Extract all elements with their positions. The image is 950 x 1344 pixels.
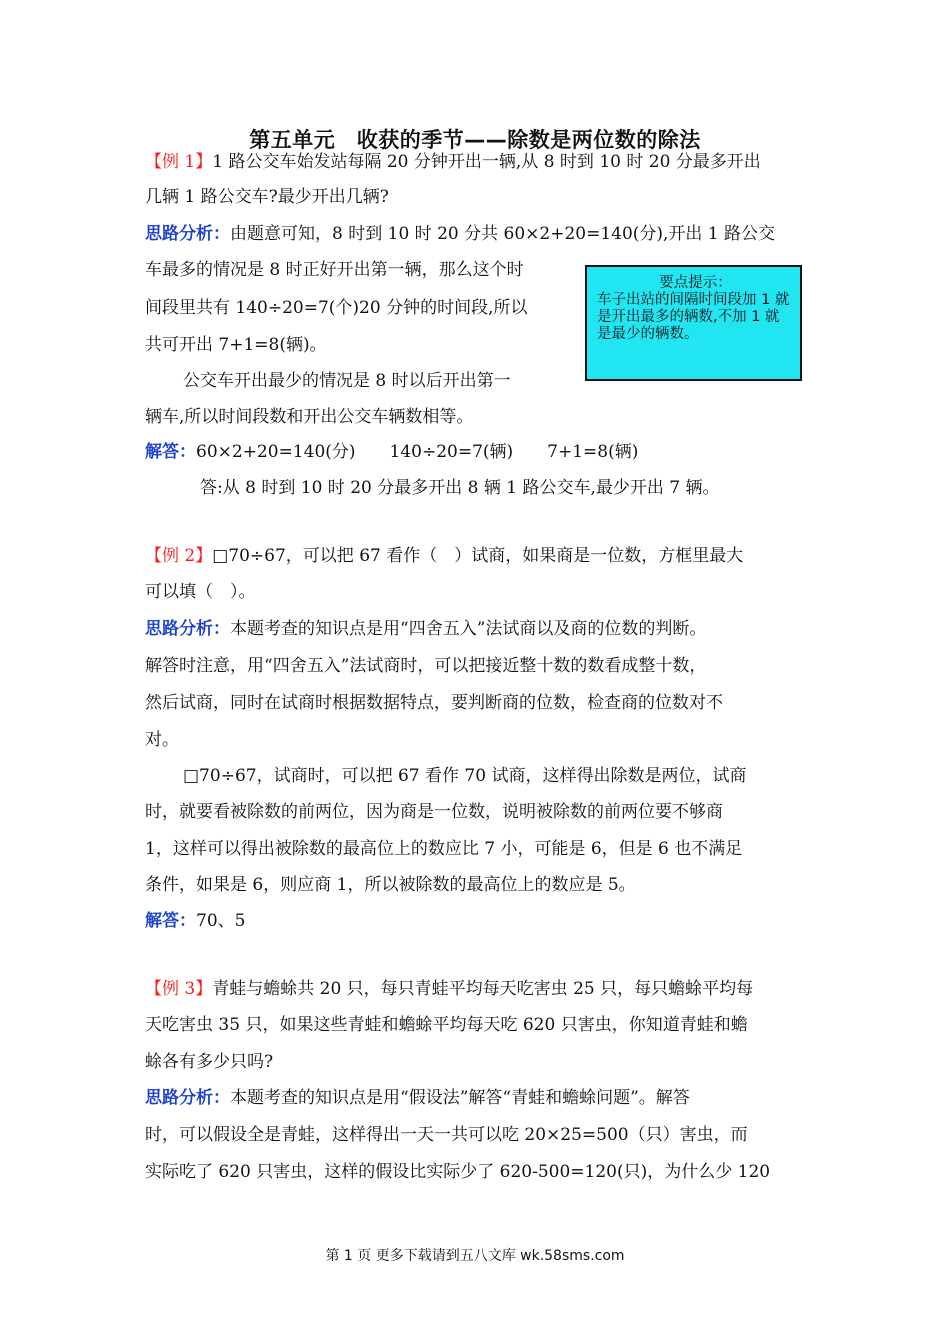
ex1-analysis-line-2: 车最多的情况是 8 时正好开出第一辆，那么这个时: [145, 260, 524, 280]
ex3-analysis-line-1: 思路分析：本题考查的知识点是用“假设法”解答“青蛙和蟾蜍问题”。解答: [145, 1088, 690, 1108]
page-title: 第五单元 收获的季节——除数是两位数的除法: [249, 128, 701, 152]
ex1-question-line-2: 几辆 1 路公交车?最少开出几辆?: [145, 187, 389, 207]
ex2-question-line-2: 可以填（ ）。: [145, 582, 256, 602]
ex1-answer-line: 解答：60×2+20=140(分) 140÷20=7(辆) 7+1=8(辆): [145, 442, 639, 462]
ex2-analysis-line-7: 1，这样可以得出被除数的最高位上的数应比 7 小，可能是 6，但是 6 也不满足: [145, 839, 743, 859]
ex1-answer-label: 解答：: [145, 442, 196, 462]
ex3-analysis-label: 思路分析：: [145, 1088, 230, 1108]
ex2-analysis-line-8: 条件，如果是 6，则应商 1，所以被除数的最高位上的数应是 5。: [145, 875, 636, 895]
ex2-analysis-line-3: 然后试商，同时在试商时根据数据特点，要判断商的位数，检查商的位数对不: [145, 693, 723, 713]
ex2-question-line-1: 【例 2】□70÷67，可以把 67 看作（ ）试商，如果商是一位数，方框里最大: [145, 546, 744, 566]
tip-title: 要点提示：: [659, 275, 732, 291]
tip-text: 车子出站的间隔时间段加 1 就是开出最多的辆数,不加 1 就是最少的辆数。: [597, 292, 790, 342]
ex2-analysis-line-5: □70÷67，试商时，可以把 67 看作 70 试商，这样得出除数是两位，试商: [183, 766, 747, 786]
ex2-answer-line: 解答：70、5: [145, 911, 246, 931]
ex1-question-line-1: 【例 1】1 路公交车始发站每隔 20 分钟开出一辆,从 8 时到 10 时 20 分最多开出: [145, 152, 761, 172]
ex2-analysis-line-1: 思路分析：本题考查的知识点是用“四舍五入”法试商以及商的位数的判断。: [145, 619, 707, 639]
ex2-analysis-line-2: 解答时注意，用“四舍五入”法试商时，可以把接近整十数的数看成整十数，: [145, 656, 707, 676]
ex1-final-answer: 答:从 8 时到 10 时 20 分最多开出 8 辆 1 路公交车,最少开出 7 辆。: [200, 478, 720, 498]
ex2-analysis-line-6: 时，就要看被除数的前两位，因为商是一位数，说明被除数的前两位要不够商: [145, 802, 723, 822]
ex1-analysis-line-5: 公交车开出最少的情况是 8 时以后开出第一: [183, 371, 511, 391]
ex1-analysis-label: 思路分析：: [145, 224, 230, 244]
ex1-analysis-line-4: 共可开出 7+1=8(辆)。: [145, 335, 327, 355]
ex3-tag: 【例 3】: [145, 979, 213, 999]
ex1-analysis-line-1: 思路分析：由题意可知，8 时到 10 时 20 分共 60×2+20=140(分),开出 1 路公交: [145, 224, 776, 244]
ex3-question-line-1: 【例 3】青蛙与蟾蜍共 20 只，每只青蛙平均每天吃害虫 25 只，每只蟾蜍平均每: [145, 979, 754, 999]
ex3-analysis-line-2: 时，可以假设全是青蛙，这样得出一天一共可以吃 20×25=500（只）害虫，而: [145, 1125, 748, 1145]
ex3-question-line-2: 天吃害虫 35 只，如果这些青蛙和蟾蜍平均每天吃 620 只害虫，你知道青蛙和蟾: [145, 1015, 748, 1035]
ex3-question-line-3: 蜍各有多少只吗?: [145, 1052, 274, 1072]
ex1-analysis-line-6: 辆车,所以时间段数和开出公交车辆数相等。: [145, 407, 474, 427]
ex2-answer-label: 解答：: [145, 911, 196, 931]
page-footer: 第 1 页 更多下载请到五八文库 wk.58sms.com: [325, 1248, 625, 1264]
ex1-analysis-line-3: 间段里共有 140÷20=7(个)20 分钟的时间段,所以: [145, 298, 528, 318]
ex2-analysis-line-4: 对。: [145, 730, 179, 750]
ex3-analysis-line-3: 实际吃了 620 只害虫，这样的假设比实际少了 620-500=120(只)，为什么少 120: [145, 1162, 771, 1182]
key-point-tip-box: [585, 265, 802, 381]
ex2-analysis-label: 思路分析：: [145, 619, 230, 639]
ex2-tag: 【例 2】: [145, 546, 213, 566]
ex1-tag: 【例 1】: [145, 152, 213, 172]
